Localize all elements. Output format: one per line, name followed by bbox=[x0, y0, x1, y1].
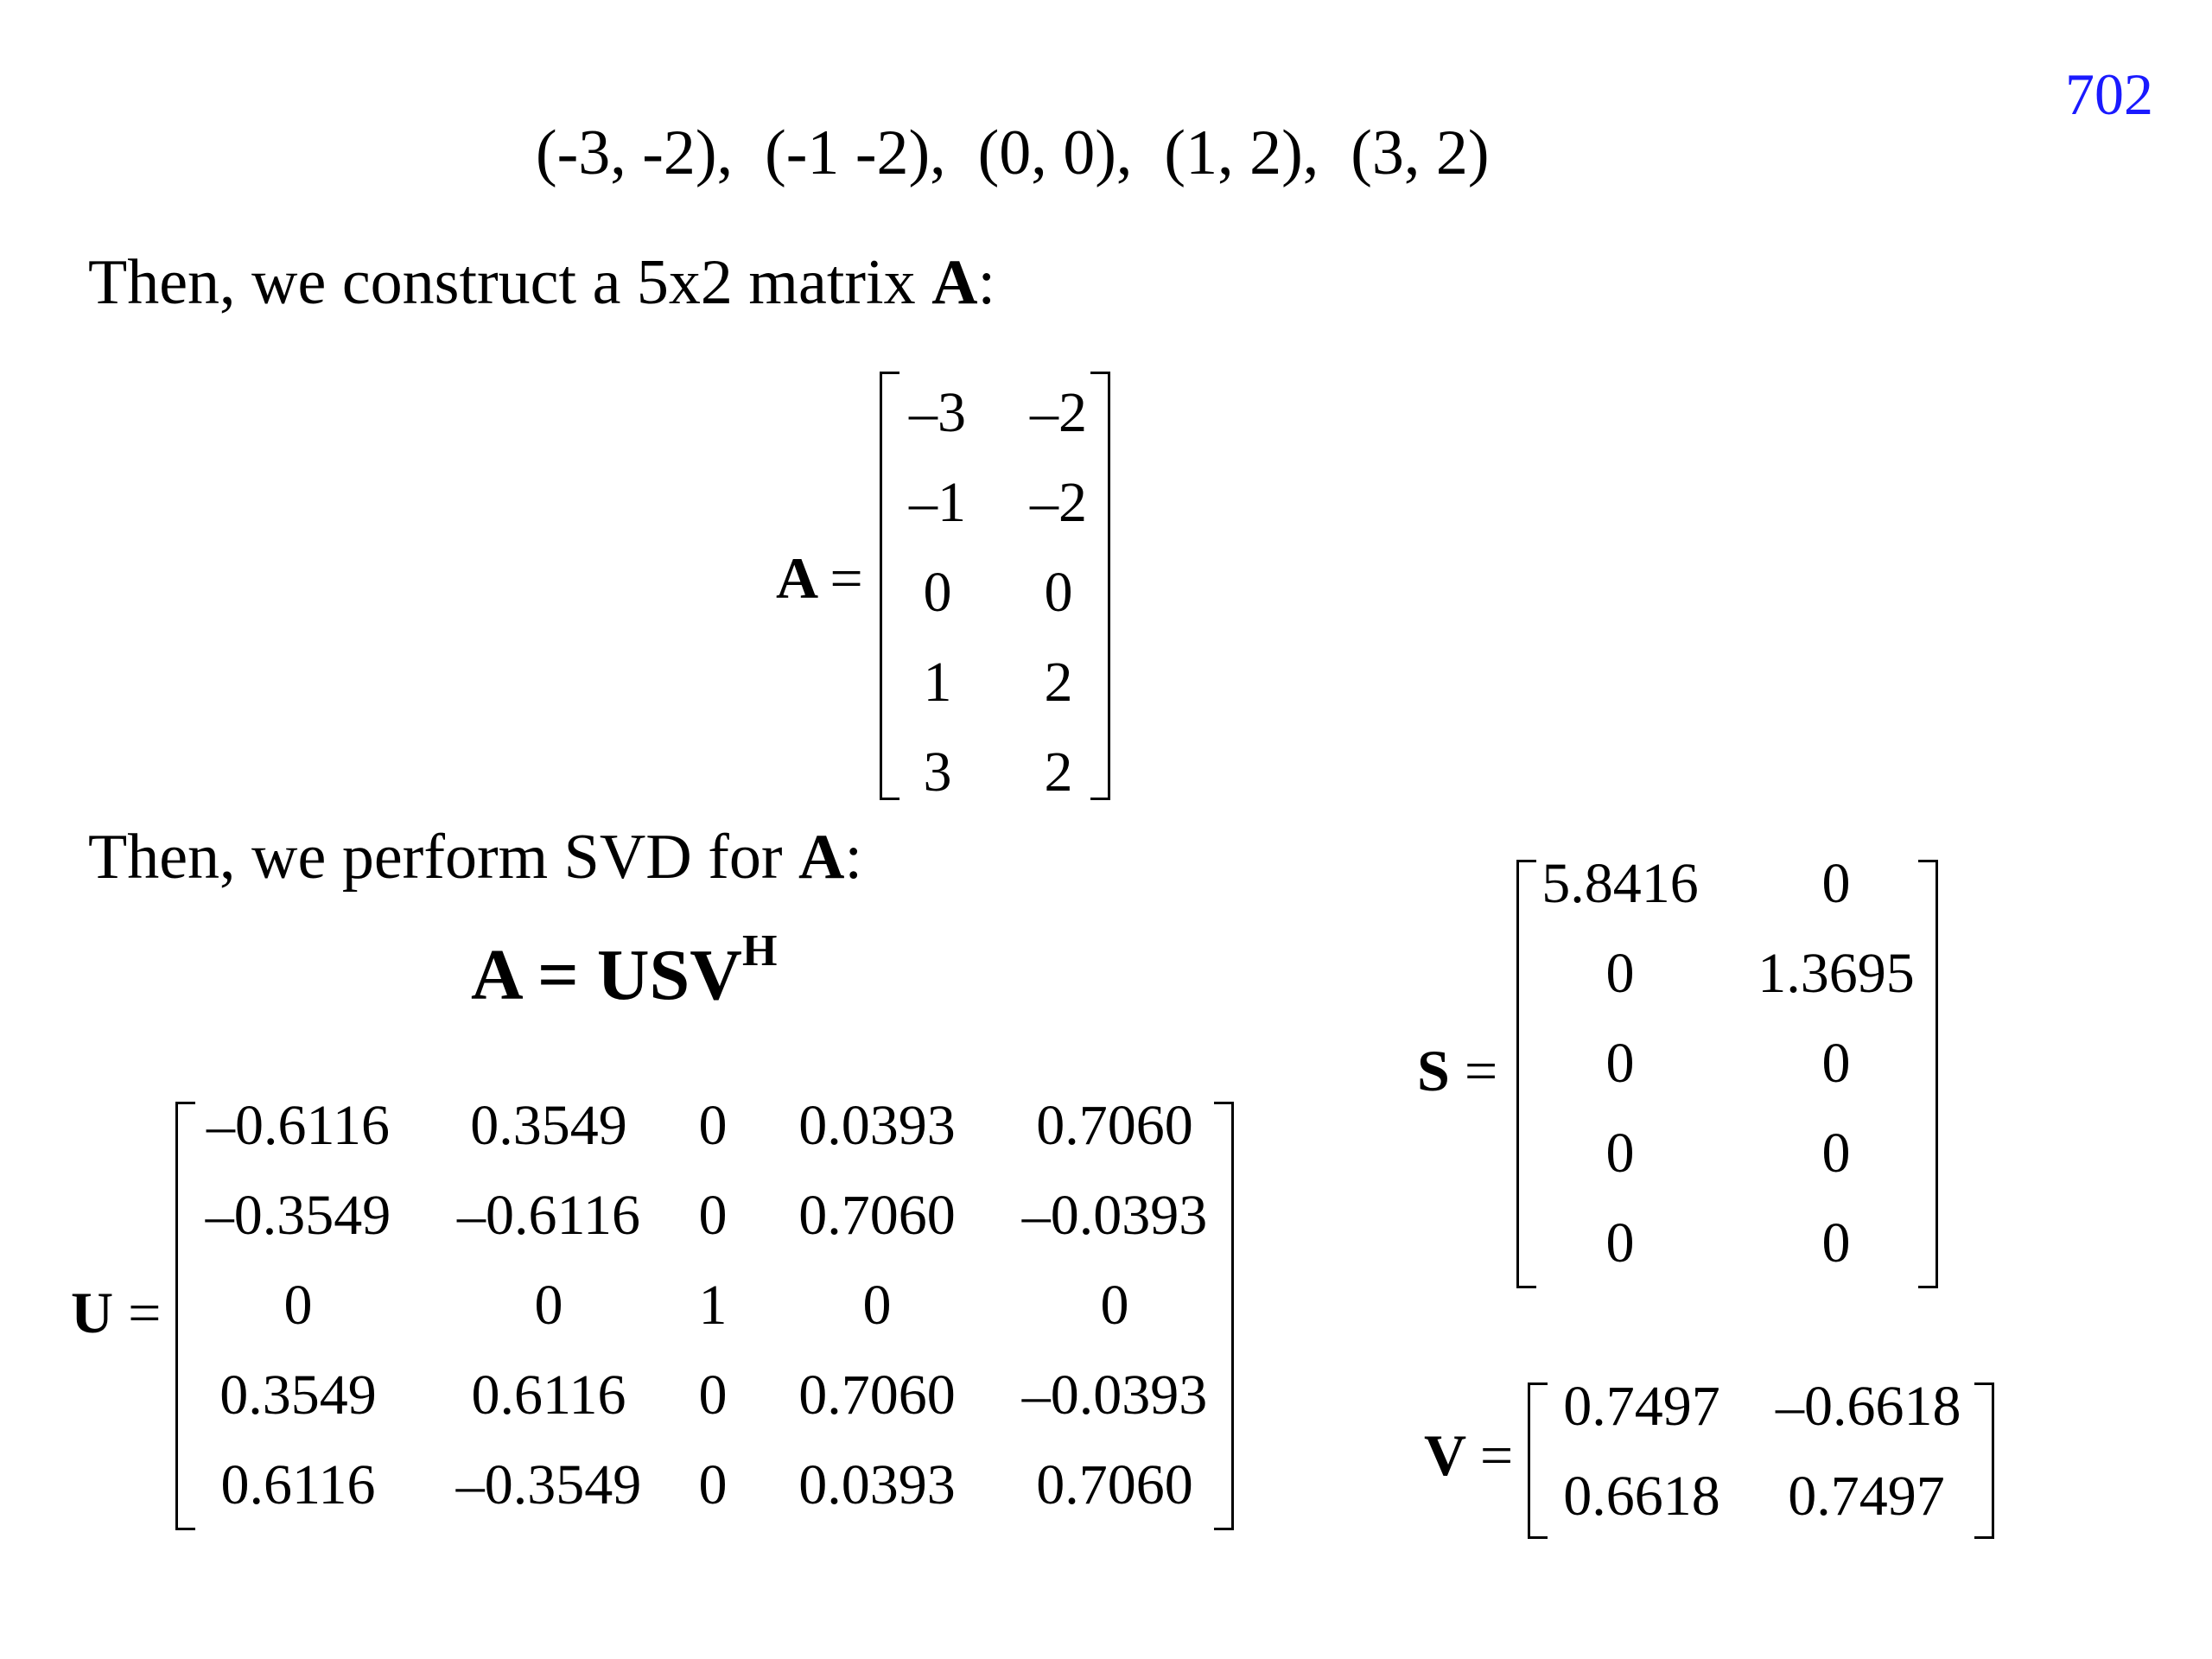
u-cell-r4c2: 0 bbox=[698, 1453, 728, 1516]
matrix-v-right-bracket bbox=[1974, 1382, 1994, 1539]
matrix-u-equals: = bbox=[128, 1280, 162, 1345]
sentence-bold: A bbox=[798, 822, 845, 893]
a-cell-r4c1: 2 bbox=[1044, 741, 1073, 804]
s-cell-r1c0: 0 bbox=[1605, 942, 1635, 1005]
u-cell-r0c1: 0.3549 bbox=[470, 1094, 627, 1157]
s-cell-r4c1: 0 bbox=[1821, 1211, 1851, 1274]
u-cell-r3c3: 0.7060 bbox=[798, 1363, 956, 1427]
s-cell-r2c1: 0 bbox=[1821, 1032, 1851, 1095]
a-cell-r3c0: 1 bbox=[923, 651, 952, 714]
matrix-v-equals: = bbox=[1479, 1422, 1514, 1488]
equation-main: A = USV bbox=[471, 935, 742, 1015]
s-cell-r2c0: 0 bbox=[1605, 1032, 1635, 1095]
matrix-s-label: S bbox=[1417, 1038, 1450, 1103]
v-cell-r1c1: 0.7497 bbox=[1788, 1465, 1945, 1528]
u-cell-r3c2: 0 bbox=[698, 1363, 728, 1427]
svd-sentence bbox=[88, 821, 862, 894]
u-cell-r4c1: –0.3549 bbox=[455, 1453, 642, 1516]
v-cell-r0c0: 0.7497 bbox=[1563, 1375, 1720, 1438]
u-cell-r2c3: 0 bbox=[862, 1274, 892, 1337]
svd-equation bbox=[471, 926, 778, 1017]
matrix-v-label: V bbox=[1424, 1422, 1465, 1488]
a-cell-r0c1: –2 bbox=[1030, 381, 1087, 444]
u-cell-r3c0: 0.3549 bbox=[219, 1363, 377, 1427]
u-cell-r0c0: –0.6116 bbox=[206, 1094, 391, 1157]
s-cell-r3c1: 0 bbox=[1821, 1122, 1851, 1185]
construct-matrix-sentence bbox=[88, 246, 995, 320]
sentence-text: Then, we perform SVD for bbox=[88, 822, 798, 893]
a-cell-r4c0: 3 bbox=[923, 741, 952, 804]
sentence-text: Then, we construct a 5x2 matrix bbox=[88, 247, 932, 318]
matrix-a-equals: = bbox=[830, 545, 863, 611]
u-cell-r0c3: 0.0393 bbox=[798, 1094, 956, 1157]
u-cell-r2c4: 0 bbox=[1100, 1274, 1129, 1337]
matrix-a-label: A bbox=[776, 545, 816, 611]
u-cell-r3c4: –0.0393 bbox=[1021, 1363, 1208, 1427]
u-cell-r4c4: 0.7060 bbox=[1036, 1453, 1193, 1516]
a-cell-r1c0: –1 bbox=[909, 471, 966, 534]
v-cell-r0c1: –0.6618 bbox=[1776, 1375, 1961, 1438]
a-cell-r0c0: –3 bbox=[909, 381, 966, 444]
sentence-suffix: : bbox=[977, 247, 996, 318]
equation-superscript: H bbox=[741, 926, 778, 976]
u-cell-r2c1: 0 bbox=[534, 1274, 563, 1337]
matrix-s-equals: = bbox=[1464, 1038, 1498, 1103]
u-cell-r1c3: 0.7060 bbox=[798, 1184, 956, 1247]
u-cell-r1c4: –0.0393 bbox=[1021, 1184, 1208, 1247]
a-cell-r2c0: 0 bbox=[923, 561, 952, 624]
s-cell-r3c0: 0 bbox=[1605, 1122, 1635, 1185]
s-cell-r1c1: 1.3695 bbox=[1758, 942, 1915, 1005]
u-cell-r1c2: 0 bbox=[698, 1184, 728, 1247]
u-cell-r2c0: 0 bbox=[283, 1274, 313, 1337]
u-cell-r1c0: –0.3549 bbox=[205, 1184, 391, 1247]
u-cell-r0c2: 0 bbox=[698, 1094, 728, 1157]
matrix-u-left-bracket bbox=[175, 1102, 195, 1530]
a-cell-r3c1: 2 bbox=[1044, 651, 1073, 714]
matrix-u-label: U bbox=[71, 1280, 114, 1345]
s-cell-r0c1: 0 bbox=[1821, 852, 1851, 915]
u-cell-r2c2: 1 bbox=[698, 1274, 728, 1337]
u-cell-r3c1: 0.6116 bbox=[471, 1363, 626, 1427]
a-cell-r2c1: 0 bbox=[1044, 561, 1073, 624]
u-cell-r0c4: 0.7060 bbox=[1036, 1094, 1193, 1157]
v-cell-r1c0: 0.6618 bbox=[1563, 1465, 1720, 1528]
u-cell-r1c1: –0.6116 bbox=[456, 1184, 641, 1247]
page-number: 702 bbox=[2065, 61, 2153, 127]
s-cell-r4c0: 0 bbox=[1605, 1211, 1635, 1274]
u-cell-r4c3: 0.0393 bbox=[798, 1453, 956, 1516]
s-cell-r0c0: 5.8416 bbox=[1541, 852, 1699, 915]
sentence-suffix: : bbox=[844, 822, 863, 893]
matrix-v-left-bracket bbox=[1528, 1382, 1548, 1539]
u-cell-r4c0: 0.6116 bbox=[220, 1453, 376, 1516]
a-cell-r1c1: –2 bbox=[1030, 471, 1087, 534]
points-list: (-3, -2), (-1 -2), (0, 0), (1, 2), (3, 2) bbox=[536, 118, 1490, 188]
sentence-bold: A bbox=[931, 247, 978, 318]
